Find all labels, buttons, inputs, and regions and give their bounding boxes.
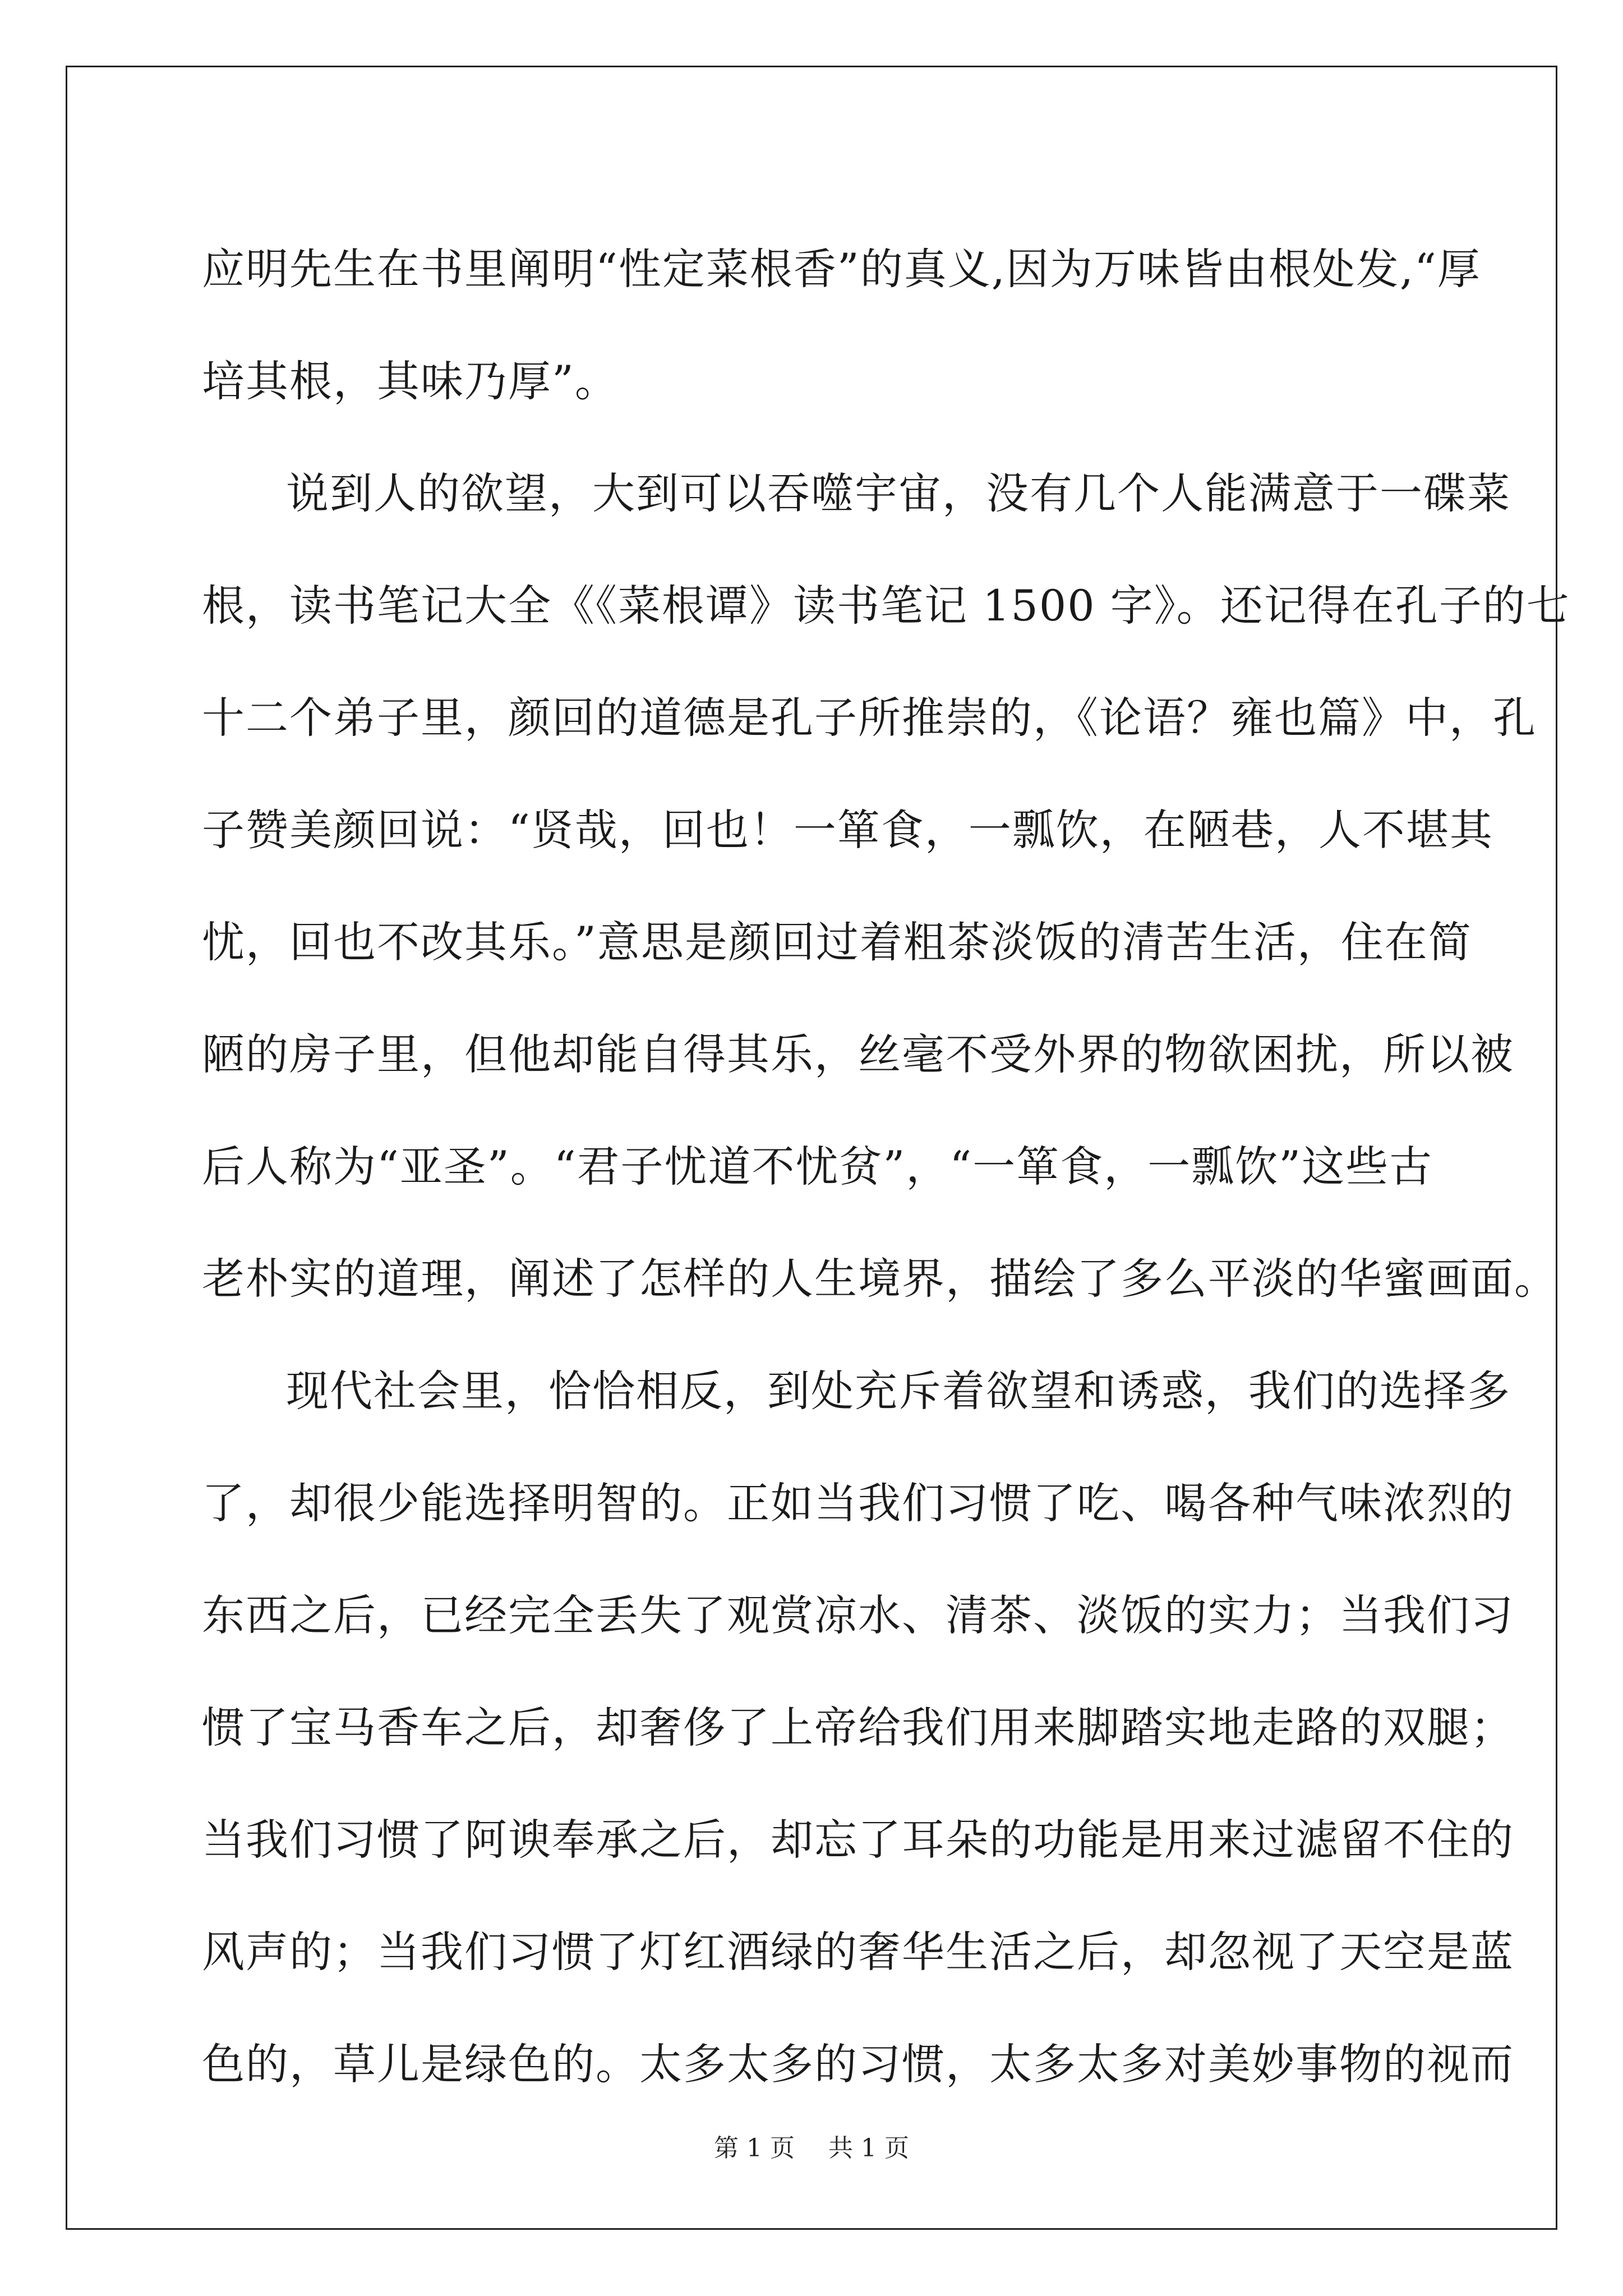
page-footer	[0, 2132, 1623, 2165]
text-line: 十二个弟子里，颜回的道德是孔子所推崇的，《论语？雍也篇》中，孔	[202, 693, 1537, 743]
text-line: 培其根，其味乃厚”。	[202, 356, 619, 406]
text-line: 子赞美颜回说：“贤哉，回也！一箪食，一瓢饮，在陋巷，人不堪其	[202, 805, 1493, 855]
text-line: 惯了宝马香车之后，却奢侈了上帝给我们用来脚踏实地走路的双腿；	[202, 1703, 1514, 1752]
text-line: 当我们习惯了阿谀奉承之后，却忘了耳朵的功能是用来过滤留不住的	[202, 1815, 1514, 1865]
total-pages: 共 1 页	[828, 2134, 909, 2162]
text-line: 老朴实的道理，阐述了怎样的人生境界，描绘了多么平淡的华蜜画面。	[202, 1254, 1558, 1304]
text-line: 应明先生在书里阐明“性定菜根香”的真义,因为万味皆由根处发,“厚	[202, 244, 1481, 294]
text-line: 忧，回也不改其乐。”意思是颜回过着粗茶淡饭的清苦生活，住在简	[202, 917, 1472, 967]
document-body	[202, 213, 1570, 2120]
text-line: 后人称为“亚圣”。“君子忧道不忧贫”，“一箪食，一瓢饮”这些古	[202, 1142, 1433, 1191]
page-number: 第 1 页	[714, 2134, 795, 2162]
text-line: 陋的房子里，但他却能自得其乐，丝毫不受外界的物欲困扰，所以被	[202, 1029, 1514, 1079]
text-line: 色的，草儿是绿色的。太多太多的习惯，太多太多对美妙事物的视而	[202, 2039, 1514, 2089]
paragraph-start-line: 现代社会里，恰恰相反，到处充斥着欲望和诱惑，我们的选择多	[286, 1366, 1511, 1416]
paragraph-start-line: 说到人的欲望，大到可以吞噬宇宙，没有几个人能满意于一碟菜	[286, 468, 1511, 518]
text-line: 风声的；当我们习惯了灯红酒绿的奢华生活之后，却忽视了天空是蓝	[202, 1927, 1514, 1977]
text-line: 了，却很少能选择明智的。正如当我们习惯了吃、喝各种气味浓烈的	[202, 1478, 1514, 1528]
text-line: 根，读书笔记大全《《菜根谭》读书笔记 1500 字》。还记得在孔子的七	[202, 581, 1570, 631]
text-line: 东西之后，已经完全丢失了观赏凉水、清茶、淡饭的实力；当我们习	[202, 1590, 1514, 1640]
